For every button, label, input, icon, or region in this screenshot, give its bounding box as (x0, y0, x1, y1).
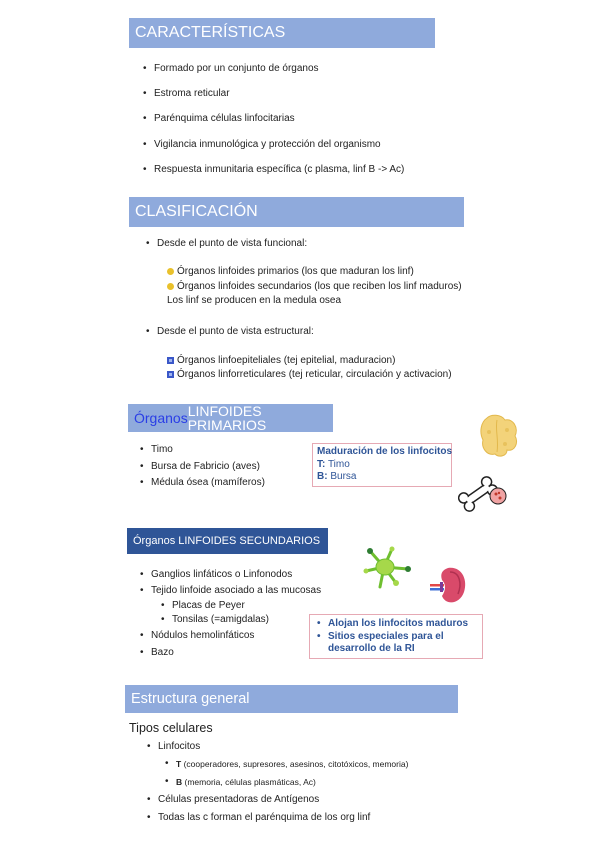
list-item: Órganos linfoides primarios (los que maduran los linf) (177, 266, 414, 277)
list-item: • Ganglios linfáticos o Linfonodos (151, 569, 292, 581)
tipos-celulares-title: Tipos celulares (129, 721, 213, 735)
kidney-icon (428, 564, 470, 608)
list-item: • Estroma reticular (154, 88, 230, 100)
sub-list-item: • Tonsilas (=amigdalas) (172, 614, 269, 626)
sub-list-item: • B (memoria, células plasmáticas, Ac) (176, 776, 316, 788)
functional-label: • Desde el punto de vista funcional: (157, 238, 307, 250)
list-item: Órganos linforreticulares (tej reticular, circulación y activacion) (177, 369, 452, 380)
square-bullet-icon (167, 371, 174, 378)
list-item: Órganos linfoides secundarios (los que reciben los linf maduros) (177, 281, 462, 292)
list-item: • Vigilancia inmunológica y protección del organismo (154, 139, 381, 151)
list-item: • Respuesta inmunitaria específica (c plasma, linf B -> Ac) (154, 164, 404, 176)
lymph-node-icon (362, 545, 414, 589)
list-item: • Parénquima células linfocitarias (154, 113, 295, 125)
header-clasificacion: CLASIFICACIÓN (129, 197, 464, 227)
list-item: • Todas las c forman el parénquima de los org linf (158, 812, 370, 824)
list-item: • Tejido linfoide asociado a las mucosas (151, 585, 321, 597)
structural-label: • Desde el punto de vista estructural: (157, 326, 314, 338)
box-line-t: T: Timo (317, 459, 350, 470)
list-item: • Timo (151, 444, 173, 456)
list-item: • Linfocitos (158, 741, 200, 753)
square-bullet-icon (167, 357, 174, 364)
list-item: • Nódulos hemolinfáticos (151, 630, 254, 642)
note: Los linf se producen en la medula osea (167, 295, 342, 306)
thymus-icon (477, 412, 521, 460)
list-item: • Médula ósea (mamíferos) (151, 477, 265, 489)
box-item: • Alojan los linfocitos maduros (328, 618, 468, 630)
header-linfoides-primarios: Órganos LINFOIDES PRIMARIOS (128, 404, 333, 432)
header-linfoides-secundarios: Órganos LINFOIDES SECUNDARIOS (127, 528, 328, 554)
sub-list-item: • Placas de Peyer (172, 600, 245, 612)
list-item: • Formado por un conjunto de órganos (154, 63, 319, 75)
box-item: • Sitios especiales para el (328, 631, 444, 643)
box-title: Maduración de los linfocitos (317, 446, 453, 457)
list-item: • Bazo (151, 647, 174, 659)
list-item: • Células presentadoras de Antígenos (158, 794, 319, 806)
bone-icon (458, 471, 510, 517)
box-item: desarrollo de la RI (328, 643, 415, 654)
list-item: Órganos linfoepiteliales (tej epitelial, maduracion) (177, 355, 396, 366)
header-caracteristicas: CARACTERÍSTICAS (129, 18, 435, 48)
box-line-b: B: Bursa (317, 471, 357, 482)
yellow-bullet-icon (167, 283, 174, 290)
sub-list-item: • T (cooperadores, supresores, asesinos, citotóxicos, memoria) (176, 758, 408, 770)
yellow-bullet-icon (167, 268, 174, 275)
list-item: • Bursa de Fabricio (aves) (151, 461, 260, 473)
header-estructura-general: Estructura general (125, 685, 458, 713)
